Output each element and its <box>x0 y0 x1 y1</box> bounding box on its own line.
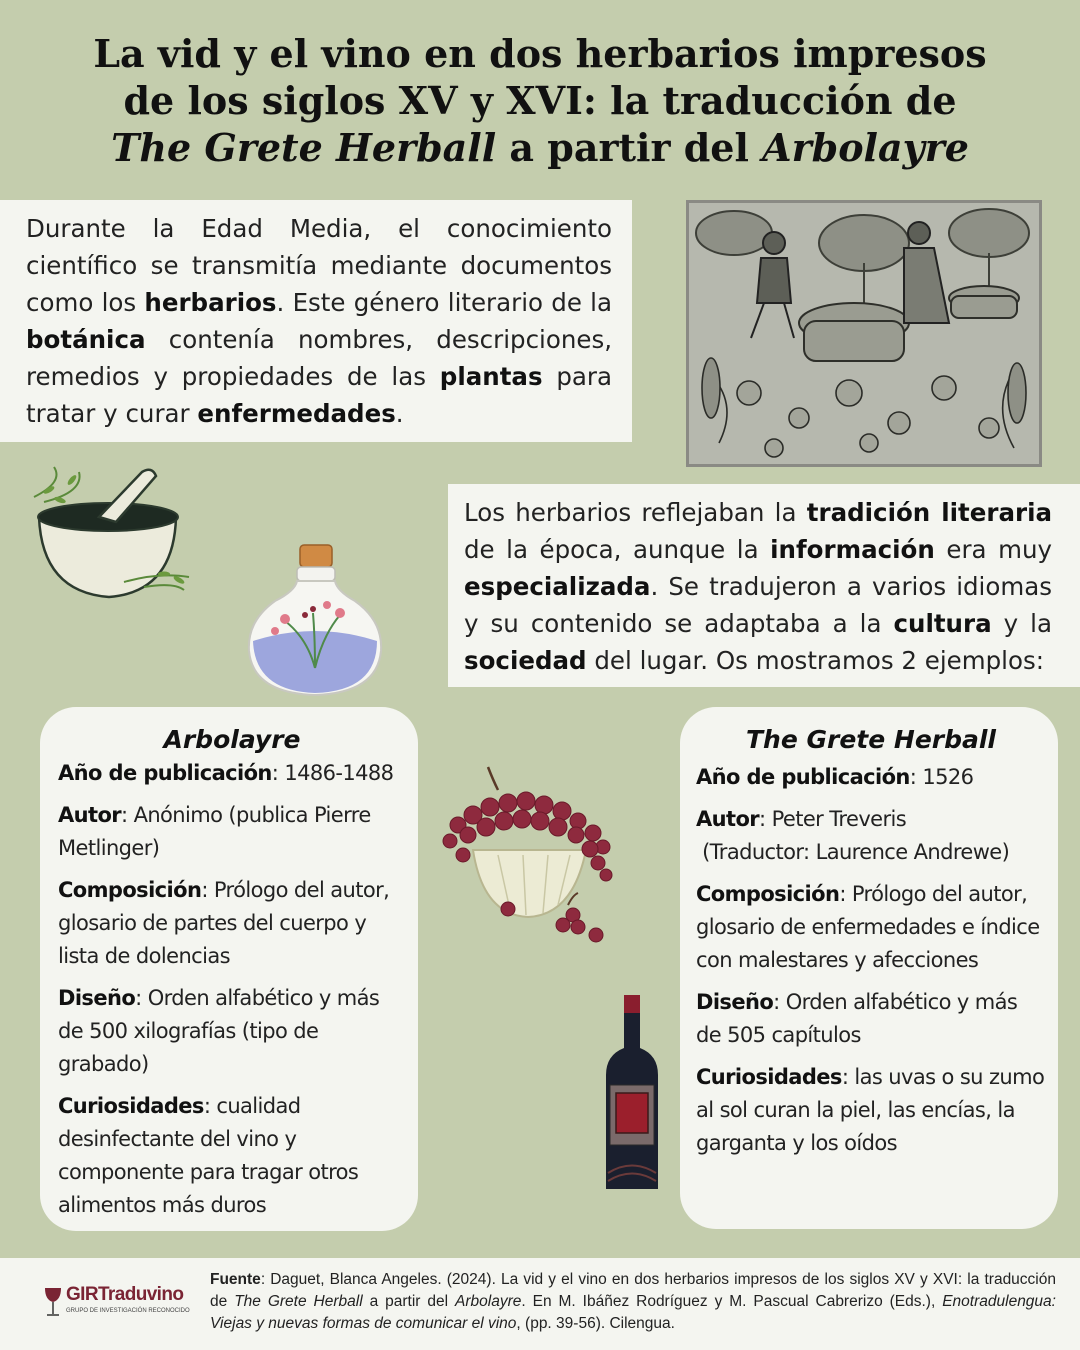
mortar-pestle-icon <box>24 462 199 607</box>
grete-author <box>696 803 1046 869</box>
arbolayre-year <box>58 757 406 790</box>
title-italic-arbolayre: Arbolayre <box>762 125 969 170</box>
source-italic: Enotradulengua: Viejas y nuevas formas de comunicar el vino <box>210 1293 1056 1332</box>
grete-year <box>696 761 1046 794</box>
arbolayre-title: Arbolayre <box>163 725 301 754</box>
source-text: , (pp. 39-56). Cilengua. <box>516 1315 675 1332</box>
source-text: . En M. Ibáñez Rodríguez y M. Pascual Cabrerizo (Eds.), <box>521 1293 943 1310</box>
context-text: de la época, aunque la <box>464 535 771 564</box>
context-text: del lugar. Os mostramos 2 ejemplos: <box>586 646 1044 675</box>
intro-bold: herbarios <box>144 288 277 317</box>
girtraduvino-logo <box>42 1284 190 1324</box>
title-line-2: de los siglos XV y XVI: la traducción de <box>123 78 957 123</box>
intro-text: para tratar y curar <box>26 362 612 428</box>
context-bold: información <box>770 535 935 564</box>
entry-label: Composición <box>58 878 202 902</box>
title-line-3 <box>40 124 1040 171</box>
entry-label: Diseño <box>58 986 136 1010</box>
context-text: era muy <box>934 535 1052 564</box>
entry-value: : 1486-1488 <box>271 761 394 785</box>
entry-label: Composición <box>696 882 840 906</box>
context-bold: tradición literaria <box>806 498 1053 527</box>
entry-value: : Peter Treveris <box>759 807 907 831</box>
woodcut-drawing <box>689 203 1039 464</box>
intro-bold: plantas <box>439 362 543 391</box>
logo-subtitle: GRUPO DE INVESTIGACIÓN RECONOCIDO <box>66 1308 190 1314</box>
entry-value: : 1526 <box>909 765 974 789</box>
wine-bottle-icon <box>604 993 660 1193</box>
context-text: Los herbarios reflejaban la <box>464 498 807 527</box>
source-italic: Arbolayre <box>455 1293 522 1310</box>
grete-herball-card <box>680 707 1058 1229</box>
entry-label: Curiosidades <box>58 1094 204 1118</box>
intro-text: . <box>395 399 404 428</box>
entry-value: : las uvas o su zumo al sol curan la piel, las encías, la garganta y los oídos <box>696 1065 1045 1155</box>
entry-label: Autor <box>696 807 760 831</box>
intro-text: . Este género literario de la <box>276 288 612 317</box>
grete-design <box>696 986 1046 1052</box>
grete-composition <box>696 878 1046 977</box>
context-paragraph <box>464 494 1052 679</box>
entry-value: : cualidad desinfectante del vino y componente para tragar otros alimentos más duros <box>58 1094 359 1217</box>
entry-label: Año de publicación <box>58 761 272 785</box>
context-bold: sociedad <box>464 646 587 675</box>
source-text: a partir del <box>362 1293 456 1310</box>
logo-name: GIRTraduvino <box>66 1284 184 1305</box>
context-bold: especializada <box>464 572 651 601</box>
page-title <box>40 30 1040 171</box>
intro-text: Durante la Edad Media, el conocimiento científico se transmitía mediante documentos como los <box>26 214 612 317</box>
arbolayre-design <box>58 982 406 1081</box>
source-italic: The Grete Herball <box>234 1293 363 1310</box>
entry-label: Año de publicación <box>696 765 910 789</box>
wine-glass-icon <box>42 1286 64 1318</box>
context-text: . Se tradujeron a varios idiomas y su contenido se adaptaba a la <box>464 572 1052 638</box>
context-bold: cultura <box>893 609 992 638</box>
herbal-woodcut-image <box>686 200 1042 467</box>
arbolayre-card <box>40 707 418 1231</box>
entry-value: : Orden alfabético y más de 505 capítulos <box>696 990 1018 1047</box>
grete-translator: (Traductor: Laurence Andrewe) <box>696 840 1010 864</box>
entry-label: Curiosidades <box>696 1065 842 1089</box>
intro-bold: botánica <box>26 325 146 354</box>
grape-bowl-icon <box>438 765 618 950</box>
source-label: Fuente <box>210 1271 261 1288</box>
grete-curiosities <box>696 1061 1046 1160</box>
context-box <box>448 484 1080 687</box>
source-citation <box>210 1269 1056 1335</box>
arbolayre-curiosities <box>58 1090 406 1222</box>
title-line-1: La vid y el vino en dos herbarios impresos <box>93 31 987 76</box>
entry-value: : Anónimo (publica Pierre Metlinger) <box>58 803 371 860</box>
title-mid: a partir del <box>496 125 763 170</box>
grete-title: The Grete Herball <box>745 725 997 754</box>
entry-label: Diseño <box>696 990 774 1014</box>
arbolayre-composition <box>58 874 406 973</box>
entry-value: : Prólogo del autor, glosario de enfermedades e índice con malestares y afecciones <box>696 882 1040 972</box>
source-text: : Daguet, Blanca Angeles. (2024). La vid y el vino en dos herbarios impresos de los siglos XV y XVI: la traducción de <box>210 1271 1056 1310</box>
intro-paragraph <box>26 210 612 432</box>
entry-value: : Orden alfabético y más de 500 xilografías (tipo de grabado) <box>58 986 380 1076</box>
title-italic-grete: The Grete Herball <box>111 125 497 170</box>
entry-value: : Prólogo del autor, glosario de partes del cuerpo y lista de dolencias <box>58 878 390 968</box>
entry-label: Autor <box>58 803 122 827</box>
flower-flask-icon <box>245 543 385 701</box>
context-text: y la <box>991 609 1052 638</box>
intro-bold: enfermedades <box>197 399 396 428</box>
intro-box <box>0 200 632 442</box>
arbolayre-author <box>58 799 406 865</box>
intro-text: contenía nombres, descripciones, remedios y propiedades de las <box>26 325 612 391</box>
